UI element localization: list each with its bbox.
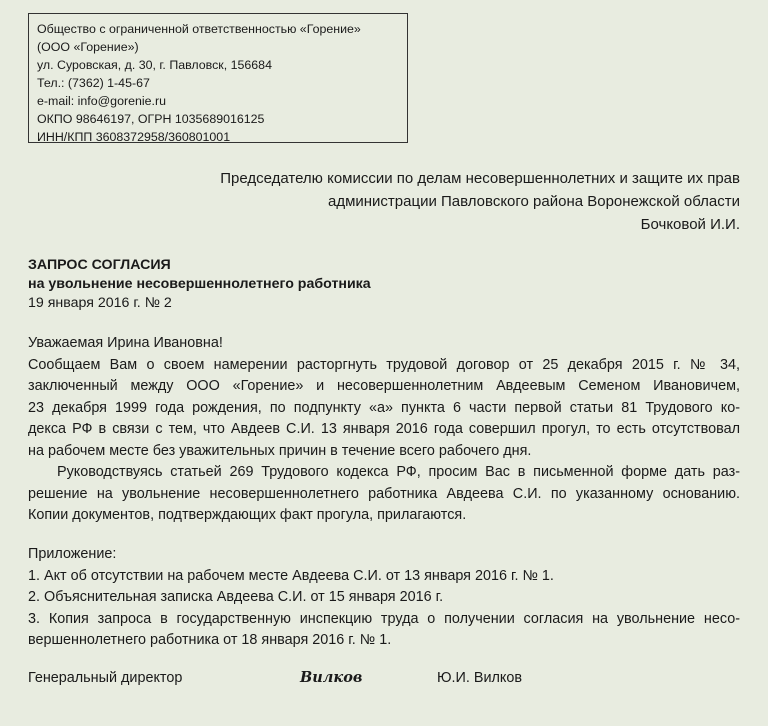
paragraph-line: Сообщаем Вам о своем намерении расторгнуть трудовой договор от 25 декабря 2015 г. № 34,: [28, 356, 740, 373]
document-subtitle: на увольнение несовершеннолетнего работника: [28, 276, 371, 292]
organization-details-box: [28, 13, 408, 143]
org-email: e-mail: info@gorenie.ru: [37, 94, 166, 108]
addressee-line: администрации Павловского района Воронежской области: [327, 193, 740, 210]
greeting: Уважаемая Ирина Ивановна!: [28, 335, 223, 351]
appendix-item: 2. Объяснительная записка Авдеева С.И. от 15 января 2016 г.: [28, 589, 444, 605]
org-inn-kpp: ИНН/КПП 3608372958/360801001: [37, 130, 231, 144]
signatory-position: Генеральный директор: [28, 670, 183, 686]
addressee-line: Председателю комиссии по делам несовершеннолетних и защите их прав: [220, 170, 740, 187]
addressee-block: [140, 167, 740, 236]
paragraph-line: Руководствуясь статьей 269 Трудового кодекса РФ, просим Вас в письменной форме дать раз-: [57, 464, 740, 480]
org-phone: Тел.: (7362) 1-45-67: [37, 76, 150, 90]
appendix-item: 1. Акт об отсутствии на рабочем месте Авдеева С.И. от 13 января 2016 г. № 1.: [28, 567, 554, 584]
appendix-item: вершеннолетнего работника от 18 января 2016 г. № 1.: [28, 632, 392, 648]
letter-body: [28, 333, 740, 527]
document-date-number: 19 января 2016 г. № 2: [28, 295, 172, 311]
paragraph-line: 23 декабря 1999 года рождения, по подпункту «а» пункта 6 части первой статьи 81 Трудового ко-: [28, 399, 740, 416]
addressee-name: Бочковой И.И.: [640, 216, 740, 233]
org-address: ул. Суровская, д. 30, г. Павловск, 156684: [37, 58, 272, 72]
appendix-heading: Приложение:: [28, 546, 117, 562]
paragraph-line: на рабочем месте без уважительных причин в течение всего рабочего дня.: [28, 442, 532, 459]
appendix-block: [28, 544, 740, 652]
paragraph-line: Копии документов, подтверждающих факт прогула, прилагаются.: [28, 507, 467, 523]
paragraph-line: заключенный между ООО «Горение» и несовершеннолетним Авдеевым Семеном Ивановичем,: [28, 378, 740, 394]
document-title-block: [28, 256, 371, 313]
org-okpo-ogrn: ОКПО 98646197, ОГРН 1035689016125: [37, 112, 265, 126]
org-short-name: (ООО «Горение»): [37, 40, 139, 54]
signatory-name: Ю.И. Вилков: [437, 670, 523, 686]
appendix-item: 3. Копия запроса в государственную инспекцию труда о получении согласия на увольнение несо-: [28, 610, 740, 627]
paragraph-line: декса РФ в связи с тем, что Авдеев С.И. 13 января 2016 года совершил прогул, то есть отсутствовал: [28, 421, 740, 437]
paragraph-line: решение на увольнение несовершеннолетнего работника Авдеева С.И. по указанному основанию.: [28, 485, 740, 502]
org-full-name: Общество с ограниченной ответственностью «Горение»: [37, 22, 361, 36]
document-title: ЗАПРОС СОГЛАСИЯ: [28, 257, 171, 273]
handwritten-signature: Вилков: [300, 669, 363, 686]
